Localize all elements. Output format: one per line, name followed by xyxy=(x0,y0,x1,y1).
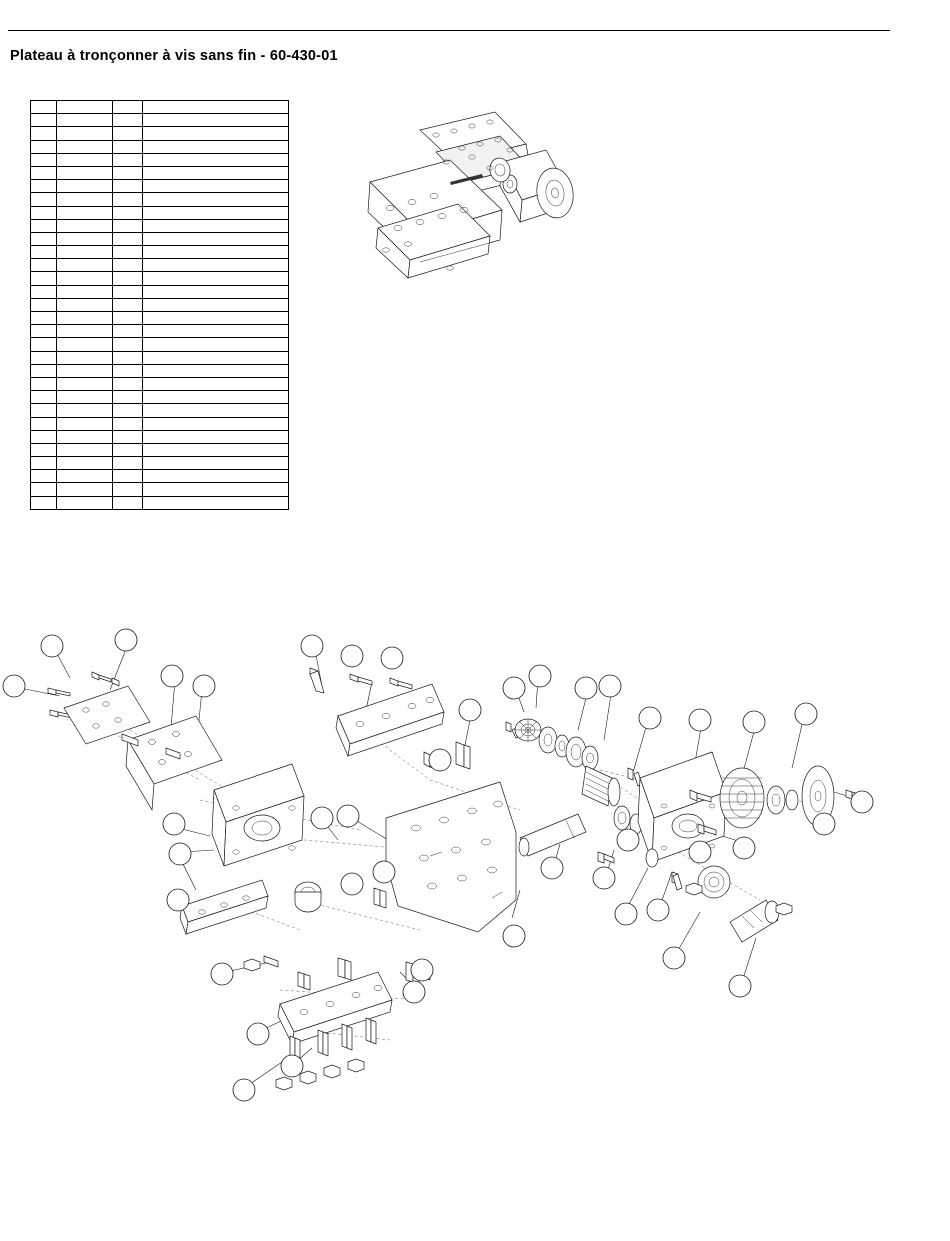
cell-part-number xyxy=(57,430,113,443)
cell-description xyxy=(143,364,289,377)
balloon[interactable] xyxy=(193,675,215,697)
cell-part-number xyxy=(57,325,113,338)
cell-part-number xyxy=(57,180,113,193)
balloon[interactable] xyxy=(813,813,835,835)
cell-part-number xyxy=(57,391,113,404)
cell-part-number xyxy=(57,219,113,232)
table-row xyxy=(31,219,289,232)
cell-item xyxy=(31,101,57,114)
cell-qty xyxy=(113,364,143,377)
cell-item xyxy=(31,193,57,206)
cell-qty xyxy=(113,114,143,127)
balloon[interactable] xyxy=(167,889,189,911)
cell-item xyxy=(31,364,57,377)
cell-part-number xyxy=(57,259,113,272)
cell-part-number xyxy=(57,166,113,179)
parts-table xyxy=(30,100,289,510)
balloon[interactable] xyxy=(163,813,185,835)
cell-item xyxy=(31,338,57,351)
cell-qty xyxy=(113,325,143,338)
cell-description xyxy=(143,391,289,404)
cell-qty xyxy=(113,193,143,206)
cell-item xyxy=(31,219,57,232)
cell-part-number xyxy=(57,417,113,430)
cell-description xyxy=(143,180,289,193)
cell-description xyxy=(143,443,289,456)
cell-qty xyxy=(113,470,143,483)
cell-part-number xyxy=(57,246,113,259)
cell-description xyxy=(143,166,289,179)
balloon[interactable] xyxy=(593,867,615,889)
cell-qty xyxy=(113,259,143,272)
cell-description xyxy=(143,246,289,259)
table-row xyxy=(31,153,289,166)
balloon[interactable] xyxy=(795,703,817,725)
cell-qty xyxy=(113,232,143,245)
table-row xyxy=(31,298,289,311)
balloon[interactable] xyxy=(663,947,685,969)
cell-item xyxy=(31,443,57,456)
cell-item xyxy=(31,114,57,127)
cell-part-number xyxy=(57,206,113,219)
balloon[interactable] xyxy=(281,1055,303,1077)
table-row xyxy=(31,325,289,338)
cell-part-number xyxy=(57,404,113,417)
balloon[interactable] xyxy=(503,677,525,699)
table-row xyxy=(31,391,289,404)
table-row xyxy=(31,457,289,470)
balloon[interactable] xyxy=(341,873,363,895)
cell-description xyxy=(143,496,289,509)
balloon[interactable] xyxy=(311,807,333,829)
cell-description xyxy=(143,338,289,351)
cell-part-number xyxy=(57,153,113,166)
table-row xyxy=(31,496,289,509)
cell-qty xyxy=(113,180,143,193)
cell-qty xyxy=(113,127,143,140)
balloon[interactable] xyxy=(615,903,637,925)
cell-qty xyxy=(113,496,143,509)
cell-description xyxy=(143,101,289,114)
cell-description xyxy=(143,351,289,364)
cell-part-number xyxy=(57,298,113,311)
cell-description xyxy=(143,140,289,153)
cell-description xyxy=(143,457,289,470)
cell-qty xyxy=(113,483,143,496)
cell-description xyxy=(143,430,289,443)
balloon[interactable] xyxy=(429,749,451,771)
balloon[interactable] xyxy=(411,959,433,981)
balloon[interactable] xyxy=(647,899,669,921)
assembly-isometric-figure xyxy=(350,100,610,300)
table-row xyxy=(31,483,289,496)
cell-item xyxy=(31,417,57,430)
cell-item xyxy=(31,127,57,140)
table-row xyxy=(31,180,289,193)
cell-description xyxy=(143,127,289,140)
cell-qty xyxy=(113,101,143,114)
cell-part-number xyxy=(57,193,113,206)
cell-qty xyxy=(113,391,143,404)
balloon[interactable] xyxy=(247,1023,269,1045)
cell-description xyxy=(143,483,289,496)
cell-item xyxy=(31,153,57,166)
table-row xyxy=(31,114,289,127)
balloon[interactable] xyxy=(403,981,425,1003)
gearbox-group xyxy=(506,719,864,942)
cell-description xyxy=(143,417,289,430)
balloon[interactable] xyxy=(41,635,63,657)
cell-part-number xyxy=(57,338,113,351)
header-divider xyxy=(8,30,890,31)
balloon[interactable] xyxy=(169,843,191,865)
balloon[interactable] xyxy=(337,805,359,827)
exploded-view-figure xyxy=(0,600,900,1120)
balloon[interactable] xyxy=(617,829,639,851)
cell-description xyxy=(143,325,289,338)
cell-item xyxy=(31,272,57,285)
cell-qty xyxy=(113,285,143,298)
balloon[interactable] xyxy=(459,699,481,721)
cell-part-number xyxy=(57,232,113,245)
balloon[interactable] xyxy=(689,709,711,731)
cell-qty xyxy=(113,351,143,364)
table-row xyxy=(31,101,289,114)
cell-qty xyxy=(113,457,143,470)
cell-qty xyxy=(113,417,143,430)
cell-part-number xyxy=(57,272,113,285)
table-row xyxy=(31,140,289,153)
cell-part-number xyxy=(57,312,113,325)
cell-part-number xyxy=(57,114,113,127)
cell-description xyxy=(143,232,289,245)
cell-item xyxy=(31,496,57,509)
balloon[interactable] xyxy=(503,925,525,947)
cell-part-number xyxy=(57,377,113,390)
balloon[interactable] xyxy=(161,665,183,687)
balloon[interactable] xyxy=(689,841,711,863)
balloon[interactable] xyxy=(851,791,873,813)
cell-part-number xyxy=(57,496,113,509)
cell-item xyxy=(31,246,57,259)
table-row xyxy=(31,232,289,245)
cell-item xyxy=(31,166,57,179)
cell-qty xyxy=(113,338,143,351)
balloon[interactable] xyxy=(341,645,363,667)
table-row xyxy=(31,430,289,443)
cell-part-number xyxy=(57,351,113,364)
cell-qty xyxy=(113,219,143,232)
cell-part-number xyxy=(57,140,113,153)
cell-item xyxy=(31,312,57,325)
balloon[interactable] xyxy=(233,1079,255,1101)
parts-table-body xyxy=(31,101,289,510)
table-row xyxy=(31,377,289,390)
table-row xyxy=(31,166,289,179)
balloon[interactable] xyxy=(639,707,661,729)
table-row xyxy=(31,127,289,140)
cell-description xyxy=(143,153,289,166)
cell-description xyxy=(143,312,289,325)
table-row xyxy=(31,364,289,377)
exploded-view-drawing xyxy=(0,600,900,1120)
table-row xyxy=(31,351,289,364)
balloon[interactable] xyxy=(575,677,597,699)
cell-item xyxy=(31,430,57,443)
cell-description xyxy=(143,206,289,219)
cell-item xyxy=(31,377,57,390)
cell-item xyxy=(31,180,57,193)
cell-part-number xyxy=(57,364,113,377)
balloon[interactable] xyxy=(729,975,751,997)
cell-part-number xyxy=(57,101,113,114)
balloon[interactable] xyxy=(211,963,233,985)
cell-item xyxy=(31,140,57,153)
cell-part-number xyxy=(57,470,113,483)
cell-item xyxy=(31,232,57,245)
balloon[interactable] xyxy=(599,675,621,697)
cell-part-number xyxy=(57,443,113,456)
balloon[interactable] xyxy=(541,857,563,879)
cell-qty xyxy=(113,298,143,311)
cell-item xyxy=(31,285,57,298)
cell-description xyxy=(143,298,289,311)
cell-item xyxy=(31,470,57,483)
cell-item xyxy=(31,206,57,219)
table-row xyxy=(31,272,289,285)
page-title: Plateau à tronçonner à vis sans fin - 60-430-01 xyxy=(10,48,338,64)
cell-item xyxy=(31,391,57,404)
balloon[interactable] xyxy=(373,861,395,883)
cell-description xyxy=(143,377,289,390)
cell-item xyxy=(31,457,57,470)
table-row xyxy=(31,443,289,456)
cell-qty xyxy=(113,272,143,285)
iso-body xyxy=(368,112,576,278)
cell-item xyxy=(31,259,57,272)
table-row xyxy=(31,259,289,272)
cell-qty xyxy=(113,312,143,325)
cell-part-number xyxy=(57,285,113,298)
cell-qty xyxy=(113,430,143,443)
cell-description xyxy=(143,470,289,483)
table-row xyxy=(31,404,289,417)
cell-qty xyxy=(113,377,143,390)
balloon[interactable] xyxy=(381,647,403,669)
cell-item xyxy=(31,404,57,417)
cell-description xyxy=(143,114,289,127)
cell-qty xyxy=(113,153,143,166)
table-row xyxy=(31,470,289,483)
main-plate-group xyxy=(295,782,516,932)
cell-item xyxy=(31,351,57,364)
cell-item xyxy=(31,483,57,496)
balloon[interactable] xyxy=(743,711,765,733)
lower-rail-group xyxy=(244,956,430,1090)
balloon[interactable] xyxy=(301,635,323,657)
cell-description xyxy=(143,259,289,272)
cell-part-number xyxy=(57,483,113,496)
cell-qty xyxy=(113,246,143,259)
table-row xyxy=(31,193,289,206)
cell-qty xyxy=(113,443,143,456)
cell-description xyxy=(143,193,289,206)
cell-qty xyxy=(113,206,143,219)
cell-description xyxy=(143,285,289,298)
table-row xyxy=(31,206,289,219)
cell-description xyxy=(143,219,289,232)
cell-part-number xyxy=(57,457,113,470)
cell-item xyxy=(31,298,57,311)
balloon[interactable] xyxy=(733,837,755,859)
cell-qty xyxy=(113,404,143,417)
cell-description xyxy=(143,404,289,417)
balloon[interactable] xyxy=(3,675,25,697)
cell-part-number xyxy=(57,127,113,140)
table-row xyxy=(31,417,289,430)
cell-description xyxy=(143,272,289,285)
balloon[interactable] xyxy=(115,629,137,651)
assembly-isometric-drawing xyxy=(350,100,610,300)
balloon[interactable] xyxy=(529,665,551,687)
cell-item xyxy=(31,325,57,338)
cell-qty xyxy=(113,166,143,179)
table-row xyxy=(31,338,289,351)
table-row xyxy=(31,285,289,298)
table-row xyxy=(31,312,289,325)
table-row xyxy=(31,246,289,259)
cell-qty xyxy=(113,140,143,153)
